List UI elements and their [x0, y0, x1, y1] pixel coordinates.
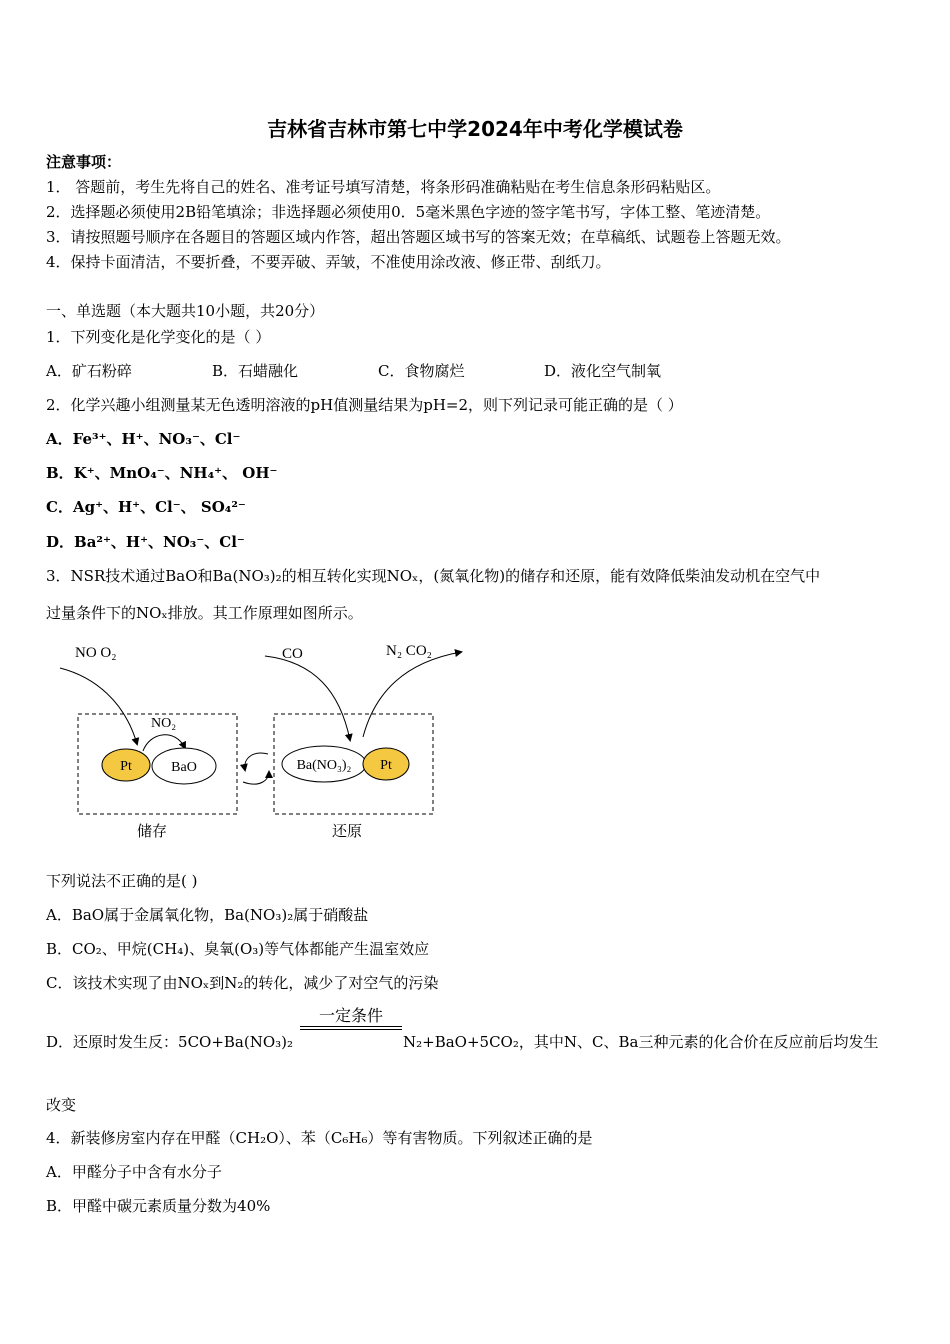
arrow-out	[363, 652, 461, 737]
reaction-line-top	[300, 1026, 402, 1027]
q3-option-d-cont: 改变	[46, 1096, 77, 1114]
q3-option-b: B．CO₂、甲烷(CH₄)、臭氧(O₃)等气体都能产生温室效应	[46, 940, 430, 958]
notice-item-4: 4．保持卡面清洁，不要折叠，不要弄破、弄皱，不准使用涂改液、修正带、刮纸刀。	[46, 253, 611, 271]
q4-stem: 4．新装修房室内存在甲醛（CH₂O）、苯（C₆H₆）等有害物质。下列叙述正确的是	[46, 1129, 593, 1147]
arrow-in-left	[60, 668, 137, 744]
q4-option-b: B．甲醛中碳元素质量分数为40%	[46, 1197, 271, 1215]
reaction-condition: 一定条件	[318, 1006, 383, 1025]
notice-heading: 注意事项：	[46, 153, 122, 171]
q1-option-a: A．矿石粉碎	[46, 362, 132, 380]
q1-option-b: B．石蜡融化	[212, 362, 299, 380]
label-no-o2: NO O₂	[75, 645, 117, 661]
q2-option-b-label: B．	[46, 464, 74, 482]
q2-option-a-label: A．	[46, 430, 73, 448]
label-no2: NO₂	[151, 716, 177, 731]
notice-item-2: 2．选择题必须使用2B铅笔填涂；非选择题必须使用0．5毫米黑色字迹的签字笔书写，字体工整、笔迹清楚。	[46, 203, 771, 221]
q2-option-a	[46, 429, 240, 449]
q3-stem-line1: 3．NSR技术通过BaO和Ba(NO₃)₂的相互转化实现NOₓ，(氮氧化物)的储存和还原，能有效降低柴油发动机在空气中	[46, 567, 821, 585]
q1-stem: 1．下列变化是化学变化的是（ ）	[46, 328, 271, 346]
pt-right-label: Pt	[380, 758, 392, 773]
caption-reduction: 还原	[331, 822, 363, 840]
q1-option-d: D．液化空气制氧	[544, 362, 662, 380]
cycle-arrow-bottom	[243, 772, 269, 784]
q4-option-a: A．甲醛分子中含有水分子	[46, 1163, 222, 1181]
q1-option-c: C．食物腐烂	[378, 362, 465, 380]
q3-question: 下列说法不正确的是( )	[46, 872, 198, 890]
q3-option-c: C．该技术实现了由NOₓ到N₂的转化，减少了对空气的污染	[46, 974, 439, 992]
q3-option-d-left: D．还原时发生反：5CO+Ba(NO₃)₂	[46, 1033, 294, 1051]
q2-option-c	[46, 497, 246, 517]
nsr-diagram	[55, 632, 475, 842]
section-heading: 一、单选题（本大题共10小题，共20分）	[46, 302, 325, 320]
label-n2-co2: N₂ CO₂	[386, 643, 432, 659]
q2-option-d-label: D．	[46, 533, 75, 551]
q2-option-c-text: Ag⁺、H⁺、Cl⁻、 SO₄²⁻	[72, 498, 246, 516]
label-co: CO	[282, 646, 303, 662]
arrow-in-co	[265, 656, 350, 740]
pt-left-label: Pt	[120, 759, 132, 774]
cycle-arrow-top	[245, 753, 268, 770]
notice-item-1: 1． 答题前，考生先将自己的姓名、准考证号填写清楚，将条形码准确粘贴在考生信息条形码粘贴区。	[46, 178, 721, 196]
page-title: 吉林省吉林市第七中学2024年中考化学模试卷	[267, 117, 683, 141]
caption-storage: 储存	[136, 822, 168, 840]
q2-option-c-label: C．	[46, 498, 73, 516]
q2-stem: 2．化学兴趣小组测量某无色透明溶液的pH值测量结果为pH=2，则下列记录可能正确的是（ ）	[46, 396, 683, 414]
bano3-label: Ba(NO₃)₂	[296, 758, 352, 773]
q2-option-b	[46, 463, 277, 483]
q2-option-d-text: Ba²⁺、H⁺、NO₃⁻、Cl⁻	[74, 533, 245, 551]
q3-option-a: A．BaO属于金属氧化物，Ba(NO₃)₂属于硝酸盐	[46, 906, 369, 924]
bao-label: BaO	[171, 760, 197, 775]
q2-option-b-text: K⁺、MnO₄⁻、NH₄⁺、 OH⁻	[73, 464, 278, 482]
q2-option-d	[46, 532, 245, 552]
q2-option-a-text: Fe³⁺、H⁺、NO₃⁻、Cl⁻	[72, 430, 241, 448]
q3-stem-line2: 过量条件下的NOₓ排放。其工作原理如图所示。	[46, 604, 363, 622]
q1-options	[46, 361, 661, 381]
q3-option-d-right: N₂+BaO+5CO₂，其中N、C、Ba三种元素的化合价在反应前后均发生	[403, 1033, 879, 1051]
notice-item-3: 3．请按照题号顺序在各题目的答题区域内作答，超出答题区域书写的答案无效；在草稿纸、试题卷上答题无效。	[46, 228, 791, 246]
reaction-line-bottom	[300, 1029, 402, 1030]
